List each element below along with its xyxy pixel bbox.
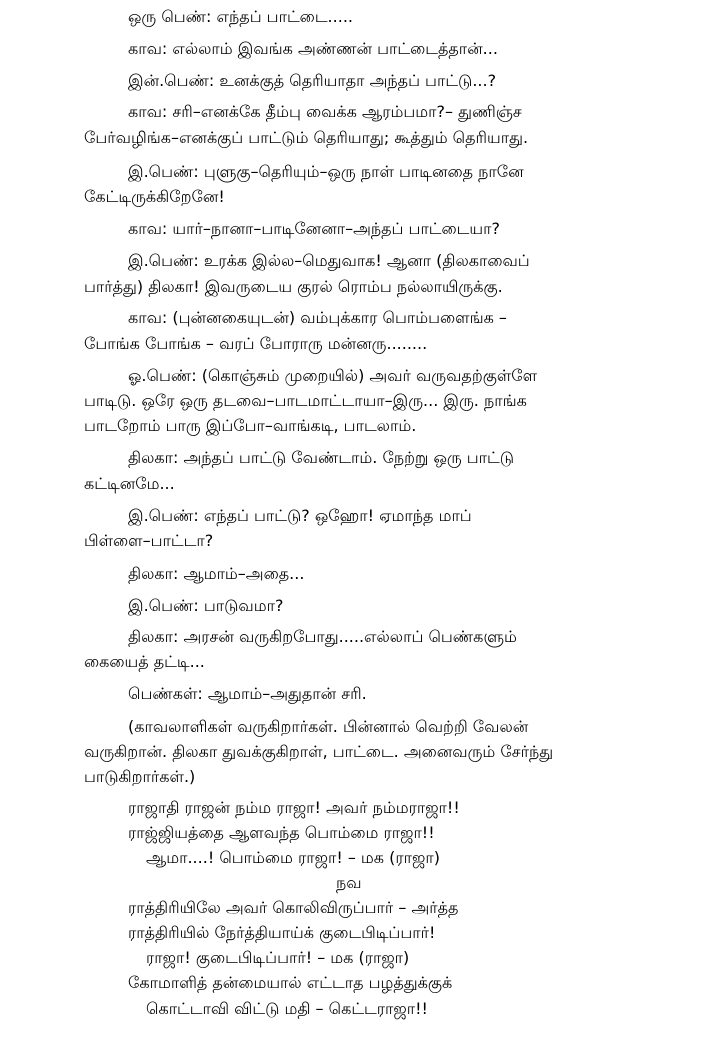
dialogue-line: கேட்டிருக்கிறேனே!	[84, 187, 225, 206]
dialogue-line: இ.பெண்: பாடுவமா?	[128, 596, 284, 615]
song-line: ராஜ்ஜியத்தை ஆளவந்த பொம்மை ராஜா!!	[128, 823, 435, 842]
dialogue-line: ஒரு பெண்: எந்தப் பாட்டை.....	[128, 7, 353, 26]
stage-direction-line: (காவலாளிகள் வருகிறார்கள். பின்னால் வெற்றி வேலன்	[128, 717, 529, 736]
dialogue-line: பேர்வழிங்க–எனக்குப் பாட்டும் தெரியாது; கூத்தும் தெரியாது.	[84, 128, 529, 147]
song-line: ராஜா! குடைபிடிப்பார்! – மக (ராஜா)	[146, 948, 410, 967]
song-line: கோமாளித் தன்மையால் எட்டாத பழத்துக்குக்	[128, 973, 453, 992]
dialogue-line: பாடறோம் பாரு இப்போ–வாங்கடி, பாடலாம்.	[84, 416, 417, 435]
song-line: ஆமா....! பொம்மை ராஜா! – மக (ராஜா)	[146, 848, 440, 867]
song-line: ராத்திரியிலே அவர் கொலிவிருப்பார் – அர்த்த	[128, 898, 459, 917]
dialogue-line: இன்.பெண்: உனக்குத் தெரியாதா அந்தப் பாட்டு...?	[128, 71, 497, 90]
dialogue-line: பார்த்து) திலகா! இவருடைய குரல் ரொம்ப நல்லாயிருக்கு.	[84, 277, 503, 296]
dialogue-line: பெண்கள்: ஆமாம்–அதுதான் சரி.	[128, 684, 367, 703]
dialogue-line: பிள்ளை–பாட்டா?	[84, 531, 214, 550]
song-line: ராத்திரியில் நேர்த்தியாய்க் குடைபிடிப்பார்!	[128, 923, 436, 942]
dialogue-line: கட்டினமே...	[84, 474, 175, 493]
song-line: கொட்டாவி விட்டு மதி – கெட்டராஜா!!	[146, 999, 428, 1018]
dialogue-line: கையைத் தட்டி...	[84, 652, 205, 671]
stage-direction-line: பாடுகிறார்கள்.)	[84, 767, 196, 786]
dialogue-line: காவ: யார்–நானா–பாடினேனா–அந்தப் பாட்டையா?	[128, 219, 500, 238]
dialogue-line: காவ: எல்லாம் இவங்க அண்ணன் பாட்டைத்தான்...	[128, 39, 498, 58]
dialogue-line: காவ: சரி–எனக்கே தீம்பு வைக்க ஆரம்பமா?– துணிஞ்ச	[128, 102, 522, 121]
dialogue-line: ஓ.பெண்: (கொஞ்சும் முறையில்) அவர் வருவதற்குள்ளே	[128, 366, 538, 385]
dialogue-line: திலகா: ஆமாம்–அதை...	[128, 564, 305, 583]
stage-direction-line: வருகிறான். திலகா துவக்குகிறாள், பாட்டை. அனைவரும் சேர்ந்து	[84, 742, 554, 761]
dialogue-line: இ.பெண்: உரக்க இல்ல–மெதுவாக! ஆனா (திலகாவைப்	[128, 251, 530, 270]
song-line: நவ	[336, 873, 362, 892]
dialogue-line: இ.பெண்: புளுகு–தெரியும்–ஒரு நாள் பாடினதை நானே	[128, 162, 524, 181]
dialogue-line: பாடிடு. ஒரே ஒரு தடவை–பாடமாட்டாயா–இரு... இரு. நாங்க	[84, 391, 527, 410]
dialogue-line: திலகா: அந்தப் பாட்டு வேண்டாம். நேற்று ஒரு பாட்டு	[128, 448, 515, 467]
dialogue-line: திலகா: அரசன் வருகிறபோது.....எல்லாப் பெண்களும்	[128, 627, 517, 646]
song-line: ராஜாதி ராஜன் நம்ம ராஜா! அவர் நம்மராஜா!!	[128, 798, 460, 817]
dialogue-line: போங்க போங்க – வரப் போராரு மன்னரு........	[84, 334, 428, 353]
dialogue-line: இ.பெண்: எந்தப் பாட்டு? ஒஹோ! ஏமாந்த மாப்	[128, 506, 472, 525]
dialogue-line: காவ: (புன்னகையுடன்) வம்புக்கார பொம்பளைங்க –	[128, 308, 507, 327]
